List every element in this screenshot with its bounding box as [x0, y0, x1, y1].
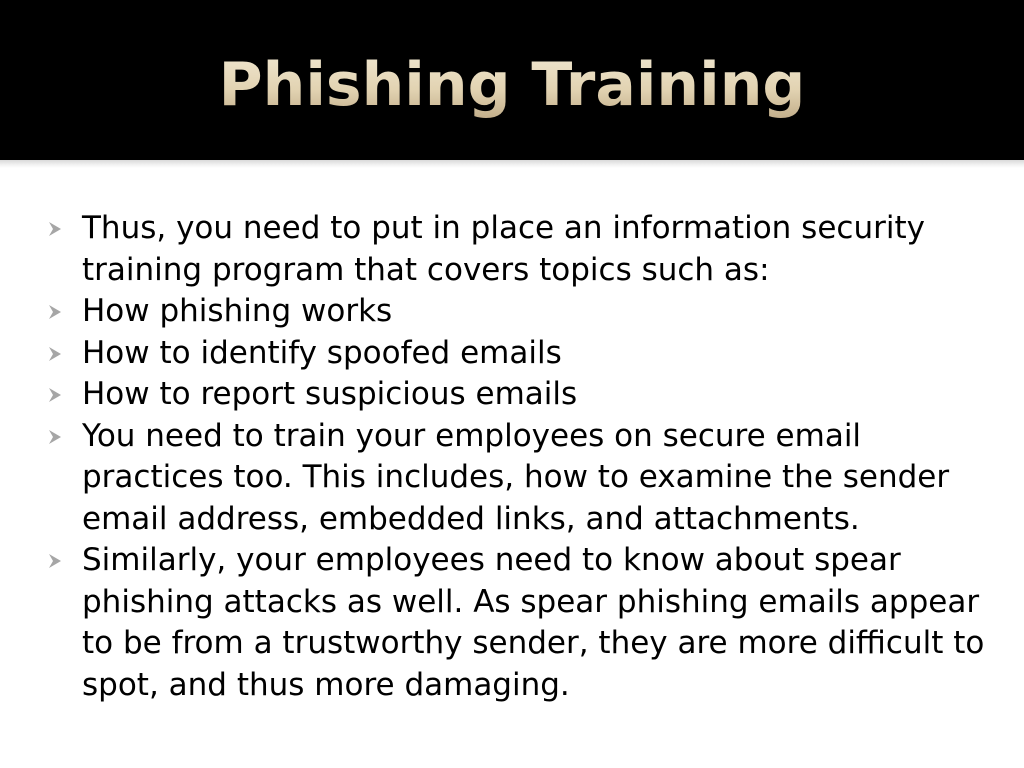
bullet-item — [46, 291, 986, 333]
arrow-bullet-icon — [48, 553, 62, 569]
bullet-text: You need to train your employees on secure email practices too. This includes, how to examine the sender email address, embedded links, and attachments. — [82, 417, 950, 537]
title-divider — [0, 160, 1024, 168]
arrow-bullet-icon — [48, 387, 62, 403]
bullet-item — [46, 333, 986, 375]
bullet-text: How to identify spoofed emails — [82, 334, 562, 371]
bullet-list — [46, 208, 986, 706]
slide-title: Phishing Training — [0, 42, 1024, 128]
bullet-text: Thus, you need to put in place an information security training program that covers topics such as: — [82, 210, 925, 288]
bullet-text: How phishing works — [82, 293, 393, 329]
bullet-item — [46, 540, 986, 706]
arrow-bullet-icon — [48, 346, 62, 362]
arrow-bullet-icon — [48, 221, 62, 237]
slide-body — [46, 208, 986, 706]
bullet-item — [46, 208, 986, 291]
bullet-item — [46, 416, 986, 541]
arrow-bullet-icon — [48, 429, 62, 445]
arrow-bullet-icon — [48, 304, 62, 320]
bullet-item — [46, 374, 986, 416]
bullet-text: Similarly, your employees need to know about spear phishing attacks as well. As spear phishing emails appear to be from a trustworthy sender, they are more difficult to spot, and thus more damaging. — [82, 542, 985, 703]
bullet-text: How to report suspicious emails — [82, 376, 578, 412]
